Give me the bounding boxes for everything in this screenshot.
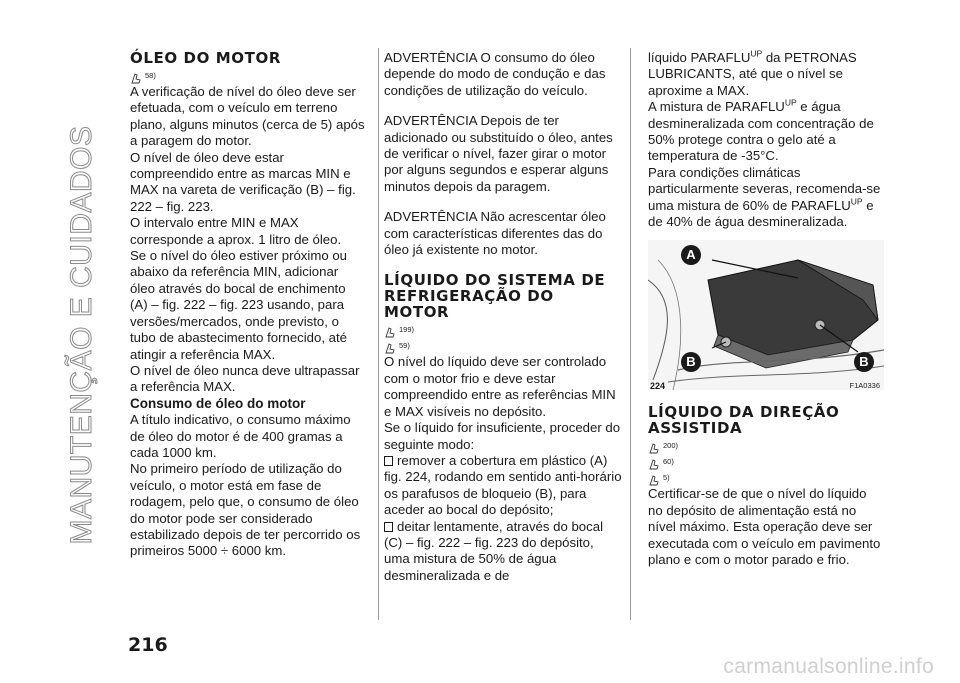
figure-code: F1A0336: [849, 381, 880, 391]
reference-number: 58): [145, 70, 156, 80]
superscript: UP: [784, 97, 797, 108]
page-number: 216: [128, 634, 168, 656]
paragraph: Certificar-se de que o nível do líquido no depósito de alimentação está no nível máximo. Esta operação deve ser executada com o veículo em pavimento plano e com o motor parado e frio.: [648, 486, 881, 568]
warning-paragraph: ADVERTÊNCIA Depois de ter adicionado ou substituído o óleo, antes de verificar o nível, fazer girar o motor por alguns segundos e esperar alguns minutos depois da paragem.: [384, 113, 613, 194]
superscript: UP: [850, 196, 863, 207]
subheading-oil-consumption: Consumo de óleo do motor: [130, 395, 306, 411]
callout-b: B: [681, 352, 701, 372]
warning-hand-icon: [648, 474, 660, 486]
section-heading-coolant: LÍQUIDO DO SISTEMA DE REFRIGERAÇÃO DO MOTOR: [384, 271, 606, 322]
paragraph: O nível de óleo deve estar compreendido entre as marcas MIN e MAX na vareta de verificação (B) – fig. 222 – fig. 223.: [130, 149, 356, 214]
figure-number: 224: [650, 381, 666, 392]
figure-engine-cover: [648, 240, 884, 390]
warning-hand-icon: [648, 458, 660, 470]
text-fragment: e água desmineralizada com concentração de 50% protege contra o gelo até a temperatura de -35°C.: [648, 99, 874, 164]
column-divider-left: [378, 48, 379, 620]
paragraph: A título indicativo, o consumo máximo de óleo do motor é de 400 gramas a cada 1000 km.: [130, 412, 351, 460]
superscript: UP: [750, 48, 763, 59]
reference-note: [130, 68, 366, 84]
paragraph: O nível de óleo nunca deve ultrapassar a referência MAX.: [130, 362, 360, 395]
bullet-text: remover a cobertura em plástico (A) fig. 224, rodando em sentido anti-horário os parafusos de bloqueio (B), para aceder ao bocal do depósito;: [384, 452, 622, 518]
callout-a: A: [681, 245, 701, 265]
reference-number: 199): [399, 325, 415, 335]
warning-hand-icon: [130, 72, 142, 84]
warning-hand-icon: [648, 442, 660, 454]
paragraph: O intervalo entre MIN e MAX corresponde a aprox. 1 litro de óleo.: [130, 215, 342, 247]
reference-number: 200): [663, 441, 679, 451]
reference-note: [648, 470, 884, 486]
column-paraflu-and-steering: [648, 50, 884, 569]
watermark: carmanualsonline.info: [723, 655, 934, 678]
section-heading-engine-oil: ÓLEO DO MOTOR: [130, 49, 281, 67]
text-fragment: Para condições climáticas particularmente severas, recomenda-se uma mistura de 60% de PARAFLU: [648, 164, 881, 213]
paragraph: [648, 50, 884, 99]
reference-note: [384, 338, 622, 354]
reference-note: [648, 438, 884, 454]
paragraph: [648, 99, 884, 165]
reference-number: 5): [663, 473, 670, 483]
bullet-item: [384, 453, 622, 519]
bullet-square-icon: [384, 522, 393, 532]
reference-note: [648, 454, 884, 470]
section-heading-power-steering: LÍQUIDO DA DIREÇÃO ASSISTIDA: [648, 403, 840, 438]
paragraph: [648, 165, 884, 231]
paragraph: No primeiro período de utilização do veículo, o motor está em fase de rodagem, pelo que, o consumo de óleo do motor pode ser considerado estabilizado depois de ter percorrido os primeiros 5000 ÷ 6000 km.: [130, 461, 361, 559]
paragraph: A verificação de nível do óleo deve ser efetuada, com o veículo em terreno plano, alguns minutos (cerca de 5) após a paragem do motor.: [130, 84, 365, 149]
column-engine-oil: [130, 50, 366, 560]
paragraph: Se o líquido for insuficiente, proceder do seguinte modo:: [384, 420, 621, 452]
column-divider-right: [630, 48, 631, 620]
text-fragment: líquido PARAFLU: [648, 50, 751, 65]
text-fragment: A mistura de PARAFLU: [648, 99, 785, 115]
reference-number: 59): [399, 341, 410, 351]
paragraph: Se o nível do óleo estiver próximo ou abaixo da referência MIN, adicionar óleo através do bocal de enchimento (A) – fig. 222 – fig. 223 usando, para versões/mercados, onde previsto, o tubo de abastecimento fornecido, até atingir a referência MAX.: [130, 248, 348, 362]
reference-note: [384, 322, 622, 338]
text-fragment: e de 40% de água desmineralizada.: [648, 197, 874, 230]
bullet-item: [384, 519, 622, 585]
text-fragment: da PETRONAS LUBRICANTS, até que o nível se aproxime a MAX.: [648, 50, 857, 98]
warning-hand-icon: [384, 326, 396, 338]
reference-number: 60): [663, 457, 674, 467]
callout-b: B: [854, 352, 874, 372]
warning-paragraph: ADVERTÊNCIA O consumo do óleo depende do modo de condução e das condições de utilização do veículo.: [384, 50, 606, 98]
warning-paragraph: ADVERTÊNCIA Não acrescentar óleo com características diferentes das do óleo já existente no motor.: [384, 209, 606, 258]
bullet-square-icon: [384, 456, 393, 466]
warning-hand-icon: [384, 342, 396, 354]
column-coolant: [384, 50, 622, 584]
bullet-text: deitar lentamente, através do bocal (C) – fig. 222 – fig. 223 do depósito, uma mistura de 50% de água desmineralizada e de: [384, 518, 603, 583]
paragraph: O nível do líquido deve ser controlado com o motor frio e deve estar compreendido entre as referências MIN e MAX visíveis no depósito.: [384, 354, 616, 419]
section-side-title: MANUTENÇÃO E CUIDADOS: [65, 125, 98, 545]
